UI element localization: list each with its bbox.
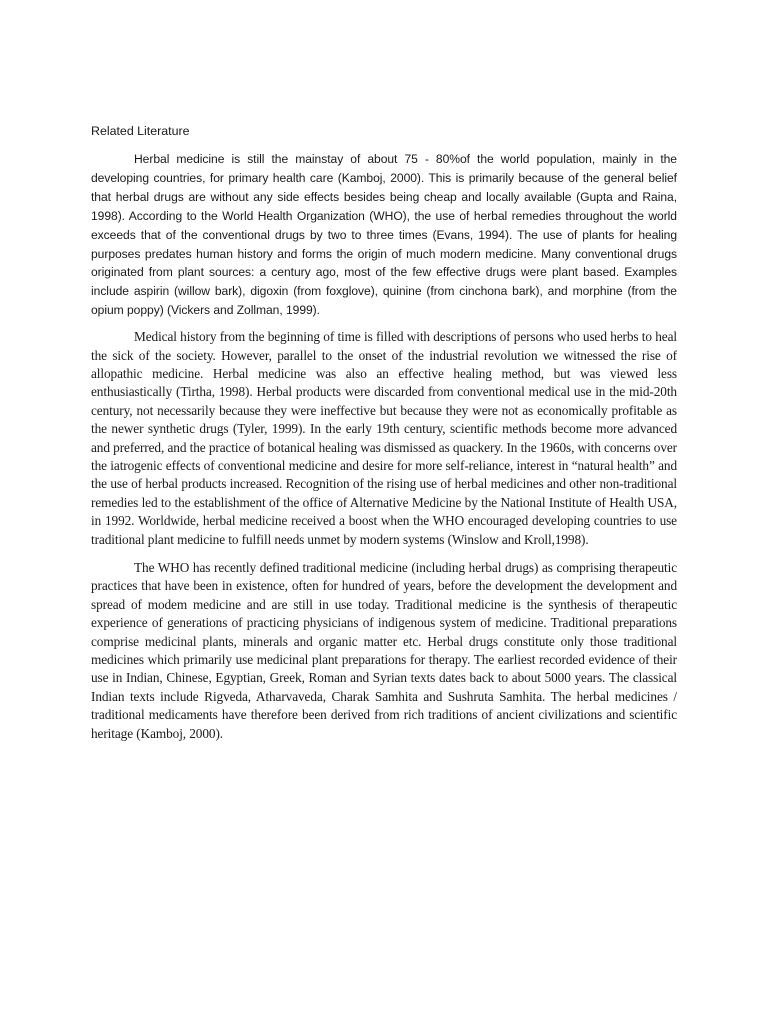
document-page [91, 122, 677, 753]
paragraph-3: The WHO has recently defined traditional medicine (including herbal drugs) as comprising therapeutic practices that have been in existence, often for hundred of years, before the development the development and spread of modem medicine and are still in use today. Traditional medicine is the synthesis of therapeutic experience of generations of practicing physicians of indigenous system of medicine. Traditional preparations comprise medicinal plants, minerals and organic matter etc. Herbal drugs constitute only those traditional medicines which primarily use medicinal plant preparations for therapy. The earliest recorded evidence of their use in Indian, Chinese, Egyptian, Greek, Roman and Syrian texts dates back to about 5000 years. The classical Indian texts include Rigveda, Atharvaveda, Charak Samhita and Sushruta Samhita. The herbal medicines / traditional medicaments have therefore been derived from rich traditions of ancient civilizations and scientific heritage (Kamboj, 2000). [91, 560, 677, 741]
paragraph-2: Medical history from the beginning of time is filled with descriptions of persons who used herbs to heal the sick of the society. However, parallel to the onset of the industrial revolution we witnessed the rise of allopathic medicine. Herbal medicine was also an effective healing method, but was viewed less enthusiastically (Tirtha, 1998). Herbal products were discarded from conventional medical use in the mid-20th century, not necessarily because they were ineffective but because they were not as economically profitable as the newer synthetic drugs (Tyler, 1999). In the early 19th century, scientific methods become more advanced and preferred, and the practice of botanical healing was dismissed as quackery. In the 1960s, with concerns over the iatrogenic effects of conventional medicine and desire for more self-reliance, interest in “natural health” and the use of herbal products increased. Recognition of the rising use of herbal medicines and other non-traditional remedies led to the establishment of the office of Alternative Medicine by the National Institute of Health USA, in 1992. Worldwide, herbal medicine received a boost when the WHO encouraged developing countries to use traditional plant medicine to fulfill needs unmet by modern systems (Winslow and Kroll,1998). [91, 329, 677, 547]
section-heading: Related Literature [91, 124, 190, 138]
paragraph-1: Herbal medicine is still the mainstay of about 75 - 80%of the world population, mainly in the developing countries, for primary health care (Kamboj, 2000). This is primarily because of the general belief that herbal drugs are without any side effects besides being cheap and locally available (Gupta and Raina, 1998). According to the World Health Organization (WHO), the use of herbal remedies throughout the world exceeds that of the conventional drugs by two to three times (Evans, 1994). The use of plants for healing purposes predates human history and forms the origin of much modern medicine. Many conventional drugs originated from plant sources: a century ago, most of the few effective drugs were plant based. Examples include aspirin (willow bark), digoxin (from foxglove), quinine (from cinchona bark), and morphine (from the opium poppy) (Vickers and Zollman, 1999). [91, 152, 677, 318]
